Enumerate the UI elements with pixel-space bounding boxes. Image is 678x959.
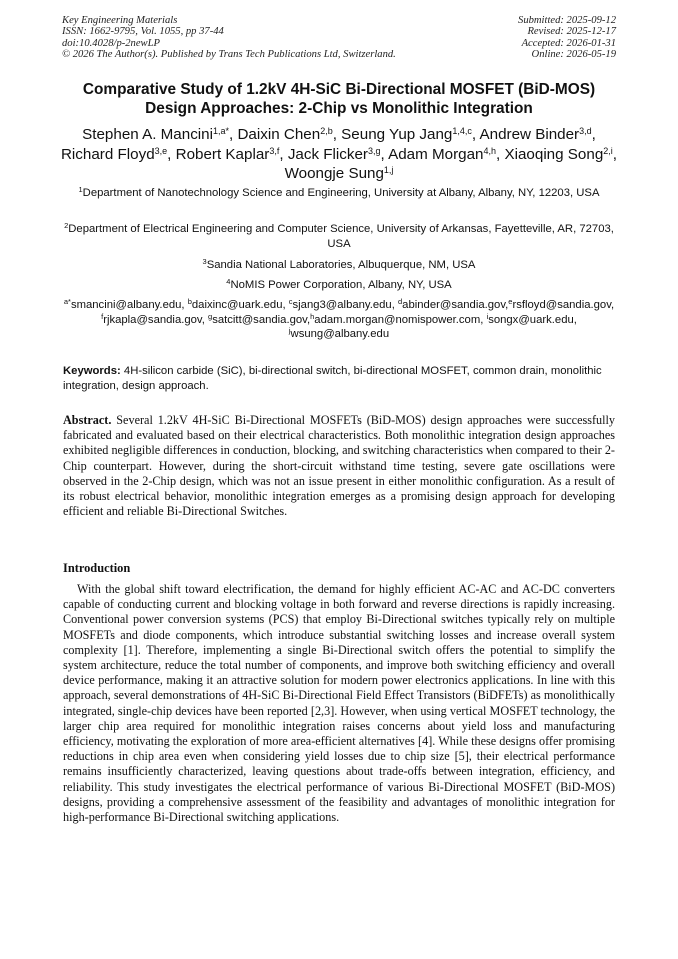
email — [398, 296, 506, 311]
email-text: songx@uark.edu — [488, 313, 574, 326]
email-text: daixinc@uark.edu — [191, 299, 283, 311]
email-superscript: b — [187, 296, 192, 306]
author-superscript: 3,d — [579, 126, 592, 137]
email-superscript: e — [508, 296, 513, 306]
author-text: Xiaoqing Song — [504, 145, 604, 163]
affiliation-4 — [60, 278, 618, 293]
email-text: sjang3@albany.edu — [292, 299, 392, 311]
accepted-date: Accepted: 2026-01-31 — [521, 37, 616, 49]
author-text: Daixin Chen — [237, 126, 321, 143]
journal-name: Key Engineering Materials — [62, 15, 178, 26]
email — [288, 296, 392, 311]
affiliation-text: Department of Electrical Engineering and Computer Science, University of Arkansas, Fayetteville, AR, 72703, USA — [68, 223, 614, 250]
email — [187, 296, 283, 311]
email — [486, 311, 574, 326]
author — [480, 126, 592, 143]
email-superscript: f — [101, 311, 104, 321]
email-superscript: h — [310, 311, 315, 321]
author — [285, 165, 394, 182]
author-list: Stephen A. Mancini$^{1,a*}$, Daixin Chen$^{2,b}$, Seung Yup Jang$^{1,4,c}$, Andrew Binder$^{3,d}$, Richard Floyd$^{3,e}$, Robert Kaplar$^{3,f}$, Jack Flicker$^{3,g}$, Adam Morgan$^{4,h}$, Xiaoqing Song$^{2,i}$, Woongje Sung$^{1,j}$ — [60, 126, 618, 182]
author — [176, 146, 280, 163]
affiliation-number: 4 — [226, 276, 231, 286]
author-text: Richard Floyd — [60, 145, 155, 163]
title-line-2: Design Approaches: 2-Chip vs Monolithic Integration — [145, 100, 533, 117]
author — [341, 126, 472, 143]
author-text: Jack Flicker — [287, 145, 368, 163]
affiliation-2 — [60, 222, 618, 252]
author — [388, 146, 496, 163]
affiliation-number: 1 — [78, 184, 83, 194]
abstract-label: Abstract. — [63, 413, 112, 427]
introduction-paragraph: With the global shift toward electrification, the demand for highly efficient AC-AC and AC-DC converters capable of conducting current and blocking voltage in both forward and reverse directions is rapidly increasing. Conventional power conversion systems (PCS) that employ Bi-Directional switches typically rely on multiple MOSFETs and diode components, which introduce substantial switching losses and increase overall system complexity [1]. Therefore, implementing a single Bi-Directional switch offers the potential to simplify the system architecture, reduce the total number of components, and improve both switching efficiency and overall device performance, making it an attractive solution for modern power electronics applications. In line with this approach, several demonstrations of 4H-SiC Bi-Directional Field Effect Transistors (BiDFETs) as monolithically integrated, single-chip devices have been reported [2,3]. However, when using vertical MOSFET technology, the larger chip area required for monolithic integration raises concerns about yield loss and manufacturing efficiency, motivating the exploration of more area-efficient alternatives [4]. While these designs offer promising reductions in chip area even when considering yield losses due to chip size [5], their electrical performance remains insufficiently characterized, leaving questions about trade-offs between integration, efficiency, and reliability. This study investigates the electrical performance of various Bi-Directional MOSFET (BiD-MOS) designs, providing a comprehensive assessment of the feasibility and advantages of monolithic integration for high-performance Bi-Directional switching applications. — [63, 582, 615, 825]
affiliation-text: Sandia National Laboratories, Albuquerque, NM, USA — [206, 259, 476, 271]
doi-line: doi:10.4028/p-2newLP — [62, 37, 160, 49]
email-text: rjkapla@sandia.gov — [103, 313, 202, 326]
email — [310, 311, 481, 326]
email-superscript: c — [288, 296, 293, 306]
author-superscript: 4,h — [483, 145, 497, 156]
author-text: Andrew Binder — [479, 126, 580, 143]
author — [237, 126, 332, 143]
author-superscript: 1,4,c — [452, 126, 472, 137]
author-superscript: 3,e — [154, 145, 168, 156]
affiliation-number: 3 — [202, 256, 207, 266]
email-superscript: g — [208, 311, 213, 321]
author — [504, 146, 612, 163]
author-text: Stephen A. Mancini — [82, 126, 213, 143]
affiliation-1 — [60, 186, 618, 201]
keywords-section — [63, 364, 615, 394]
abstract-text: Several 1.2kV 4H-SiC Bi-Directional MOSFETs (BiD-MOS) design approaches were successfully fabricated and evaluated based on their electrical characteristics. Both monolithic integration design approaches exhibited negligible differences in conduction, blocking, and switching characteristics when compared to their 2-Chip counterpart. However, during the short-circuit withstand time testing, severe gate oscillations were observed in the 2-Chip design, which was not an issue present in either monolithic configuration. As a result of its robust electrical behavior, monolithic integration emerges as a promising design approach for developing efficient and reliable Bi-Directional Switches. — [63, 413, 616, 519]
affiliation-3 — [60, 258, 618, 273]
author-superscript: 2,b — [320, 126, 333, 137]
author — [61, 146, 167, 163]
affiliation-number: 2 — [64, 220, 69, 230]
email — [508, 296, 611, 311]
author-text: Robert Kaplar — [175, 145, 270, 163]
title-line-1: Comparative Study of 1.2kV 4H-SiC Bi-Directional MOSFET (BiD-MOS) — [82, 81, 596, 98]
email — [208, 311, 307, 326]
author-superscript: 2,i — [603, 145, 613, 156]
author — [288, 146, 381, 163]
email-superscript: d — [398, 296, 403, 306]
revised-date: Revised: 2025-12-17 — [527, 26, 616, 38]
email — [63, 296, 182, 311]
author — [82, 126, 229, 143]
email — [288, 325, 390, 340]
abstract-section — [63, 413, 615, 519]
email-text: smancini@albany.edu — [70, 299, 182, 311]
email-text: adam.morgan@nomispower.com — [314, 313, 481, 326]
author-superscript: 1,a* — [213, 126, 230, 137]
email-text: wsung@albany.edu — [290, 328, 390, 340]
paper-title — [56, 80, 622, 118]
keywords-text: 4H-silicon carbide (SiC), bi-directional switch, bi-directional MOSFET, common drain, monolithic integration, design approach. — [63, 365, 602, 392]
journal-info — [62, 15, 396, 61]
author-superscript: 3,f — [269, 145, 280, 156]
submitted-date: Submitted: 2025-09-12 — [518, 15, 616, 26]
online-date: Online: 2026-05-19 — [531, 49, 616, 61]
email-text: satcitt@sandia.gov — [212, 313, 307, 326]
publication-dates — [518, 15, 616, 61]
author-text: Seung Yup Jang — [341, 126, 453, 143]
email-superscript: a* — [63, 296, 71, 306]
affiliation-text: Department of Nanotechnology Science and Engineering, University at Albany, Albany, NY, 12203, USA — [82, 187, 600, 199]
introduction-heading: Introduction — [63, 561, 131, 575]
author-text: Adam Morgan — [388, 145, 484, 163]
email-superscript: i — [486, 311, 489, 321]
email-list: $^{a*}$smancini@albany.edu, $^b$daixinc@uark.edu, $^c$sjang3@albany.edu, $^d$abinder@sandia.gov,$^e$rsfloyd@sandia.gov, $^f$rjkapla@sandia.gov, $^g$satcitt@sandia.gov,$^h$adam.morgan@nomispower.com, $^i$songx@uark.edu, $^j$wsung@albany.edu — [63, 296, 615, 340]
keywords-label: Keywords: — [63, 365, 121, 377]
author-superscript: 1,j — [383, 165, 394, 176]
email — [101, 311, 202, 326]
author-text: Woongje Sung — [284, 165, 384, 182]
email-superscript: j — [288, 325, 291, 335]
email-text: rsfloyd@sandia.gov — [512, 299, 611, 311]
author-superscript: 3,g — [367, 145, 381, 156]
copyright-line: © 2026 The Author(s). Published by Trans Tech Publications Ltd, Switzerland. — [62, 49, 396, 61]
email-text: abinder@sandia.gov — [402, 299, 506, 311]
affiliation-text: NoMIS Power Corporation, Albany, NY, USA — [230, 279, 452, 291]
issn-line: ISSN: 1662-9795, Vol. 1055, pp 37-44 — [62, 26, 224, 38]
